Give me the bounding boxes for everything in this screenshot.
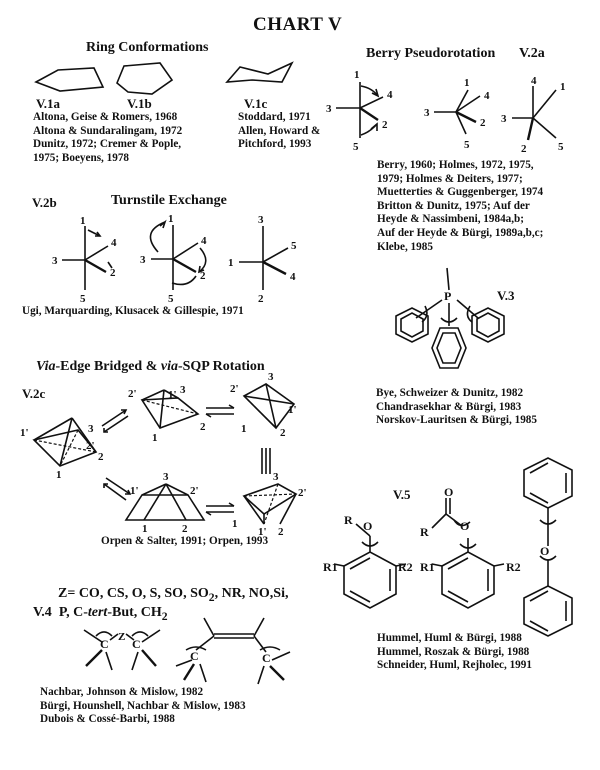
svg-text:O: O	[444, 485, 454, 499]
svg-text:C: C	[262, 651, 271, 665]
berry-atom-2: 2	[382, 119, 388, 131]
ref-line: Nachbar, Johnson & Mislow, 1982	[40, 686, 204, 698]
edge-heading-end: -SQP Rotation	[177, 359, 265, 374]
v4-atom-c1: C	[100, 637, 109, 651]
berry3-atom-1: 1	[560, 81, 566, 93]
v4-line2-b: -But, CH	[107, 605, 162, 620]
v4-line2-tert: tert	[87, 605, 108, 620]
svg-text:1': 1'	[288, 404, 297, 416]
turn2-atom-2: 2	[200, 270, 206, 282]
v5-atom-r: R	[344, 513, 353, 527]
ref-line: Chandrasekhar & Bürgi, 1983	[376, 400, 522, 413]
svg-text:1': 1'	[20, 427, 29, 439]
svg-text:2': 2'	[230, 383, 239, 395]
turn3-atom-2: 2	[258, 293, 264, 305]
ref-line: Altona & Sundaralingam, 1972	[33, 124, 183, 137]
edge-heading-via: Via	[36, 359, 56, 374]
berry3-atom-4: 4	[531, 75, 537, 87]
ref-line: Pitchford, 1993	[238, 138, 312, 151]
berry3-atom-2: 2	[521, 143, 527, 155]
label-v4: V.4	[33, 605, 52, 620]
svg-text:1': 1'	[130, 485, 139, 497]
ref-line: Hummel, Huml & Bürgi, 1988	[377, 632, 522, 644]
turn1-atom-2: 2	[110, 267, 116, 279]
svg-text:C: C	[190, 649, 199, 663]
v4-atom-z: Z	[118, 631, 126, 643]
turn2-atom-3: 3	[140, 254, 146, 266]
v3-atom-p: P	[444, 289, 452, 303]
turn1-atom-3: 3	[52, 255, 58, 267]
ref-line: Schneider, Huml, Rejholec, 1991	[377, 659, 532, 672]
svg-text:1': 1'	[258, 526, 267, 538]
label-v2b: V.2b	[32, 195, 57, 210]
label-v1c: V.1c	[244, 96, 268, 111]
label-v1a: V.1a	[36, 96, 60, 111]
v5-atom-r1: R1	[323, 560, 338, 574]
v5-atom-o: O	[363, 519, 373, 533]
svg-text:1: 1	[232, 518, 238, 530]
svg-text:1: 1	[152, 432, 158, 444]
svg-text:1': 1'	[168, 389, 177, 401]
edge-heading-mid: -Edge Bridged &	[55, 359, 161, 374]
page-title: CHART V	[253, 14, 343, 35]
svg-text:3: 3	[88, 423, 94, 435]
berry-atom-4: 4	[387, 89, 393, 101]
label-v5: V.5	[393, 487, 411, 502]
ref-line: Auf der Heyde & Bürgi, 1989a,b,c;	[377, 226, 544, 239]
svg-text:1: 1	[56, 469, 62, 481]
berry2-atom-4: 4	[484, 90, 490, 102]
v4-z-line-sub: 2	[208, 590, 215, 604]
berry3-atom-3: 3	[501, 113, 507, 125]
turn2-atom-1: 1	[168, 213, 174, 225]
label-v3: V.3	[497, 288, 515, 303]
ref-line: Altona, Geise & Romers, 1968	[33, 111, 178, 123]
turn3-atom-1: 1	[228, 257, 234, 269]
svg-text:2: 2	[278, 526, 284, 538]
ref-line: Norskov-Lauritsen & Bürgi, 1985	[376, 414, 537, 427]
svg-text:3: 3	[273, 471, 279, 483]
label-v1b: V.1b	[127, 96, 152, 111]
ref-line: Bürgi, Hounshell, Nachbar & Mislow, 1983	[40, 699, 246, 712]
svg-text:O: O	[540, 544, 550, 558]
ref-line: 1975; Boeyens, 1978	[33, 151, 130, 164]
ref-line: Dubois & Cossé-Barbi, 1988	[40, 713, 175, 726]
turn3-atom-3: 3	[258, 214, 264, 226]
ref-line: Stoddard, 1971	[238, 111, 311, 123]
v5-atom-r2: R2	[398, 560, 413, 574]
berry3-atom-5: 5	[558, 141, 564, 153]
turn3-atom-4: 4	[290, 271, 296, 283]
ref-line: Klebe, 1985	[377, 240, 433, 253]
v4-z-line-a: Z= CO, CS, O, S, SO, SO	[58, 586, 209, 601]
svg-text:3: 3	[180, 384, 186, 396]
berry2-atom-2: 2	[480, 117, 486, 129]
svg-text:2: 2	[280, 427, 286, 439]
ref-line: Ugi, Marquarding, Klusacek & Gillespie, 1971	[22, 305, 244, 317]
ring-heading: Ring Conformations	[86, 40, 209, 55]
turn2-atom-5: 5	[168, 293, 174, 305]
berry2-atom-3: 3	[424, 107, 430, 119]
ref-line: Heyde & Nassimbeni, 1984a,b;	[377, 213, 524, 226]
svg-text:2: 2	[182, 523, 188, 535]
ref-line: 1979; Holmes & Deiters, 1977;	[377, 172, 523, 185]
berry2-atom-5: 5	[464, 139, 470, 151]
svg-text:R: R	[420, 525, 429, 539]
turn1-atom-4: 4	[111, 237, 117, 249]
svg-text:2': 2'	[298, 487, 307, 499]
ref-line: Allen, Howard &	[238, 124, 321, 137]
turn1-atom-5: 5	[80, 293, 86, 305]
svg-text:2': 2'	[128, 388, 137, 400]
svg-text:R1: R1	[420, 560, 435, 574]
ref-line: Bye, Schweizer & Dunitz, 1982	[376, 387, 524, 399]
berry-heading: Berry Pseudorotation	[366, 46, 496, 61]
berry-atom-3: 3	[326, 103, 332, 115]
ref-line: Orpen & Salter, 1991; Orpen, 1993	[101, 535, 269, 547]
v4-line2-sub: 2	[161, 609, 168, 623]
ref-line: Berry, 1960; Holmes, 1972, 1975,	[377, 159, 534, 171]
svg-text:O: O	[460, 519, 470, 533]
berry-atom-5: 5	[353, 141, 359, 153]
v4-line2-a: P, C-	[58, 605, 88, 620]
svg-text:3: 3	[268, 371, 274, 383]
svg-text:2: 2	[98, 451, 104, 463]
turn2-atom-4: 4	[201, 235, 207, 247]
v4-z-line-b: , NR, NO,Si,	[214, 586, 289, 601]
turnstile-heading: Turnstile Exchange	[111, 193, 227, 208]
edge-heading-via2: via	[160, 359, 178, 374]
svg-text:1: 1	[142, 523, 148, 535]
berry2-atom-1: 1	[464, 77, 470, 89]
berry-atom-1: 1	[354, 69, 360, 81]
svg-text:2': 2'	[190, 485, 199, 497]
turn1-atom-1: 1	[80, 215, 86, 227]
svg-text:2: 2	[200, 421, 206, 433]
ref-line: Britton & Dunitz, 1975; Auf der	[377, 199, 530, 212]
v4-atom-c2: C	[132, 637, 141, 651]
svg-text:2': 2'	[86, 440, 95, 452]
ref-line: Hummel, Roszak & Bürgi, 1988	[377, 645, 530, 658]
v4-refs	[40, 686, 246, 727]
label-v2c: V.2c	[22, 386, 46, 401]
turn3-atom-5: 5	[291, 240, 297, 252]
label-v2a: V.2a	[519, 46, 545, 61]
svg-text:3: 3	[163, 471, 169, 483]
ref-line: Dunitz, 1972; Cremer & Pople,	[33, 138, 182, 151]
svg-text:1: 1	[241, 423, 247, 435]
svg-text:R2: R2	[506, 560, 521, 574]
ref-line: Muetterties & Guggenberger, 1974	[377, 186, 544, 199]
